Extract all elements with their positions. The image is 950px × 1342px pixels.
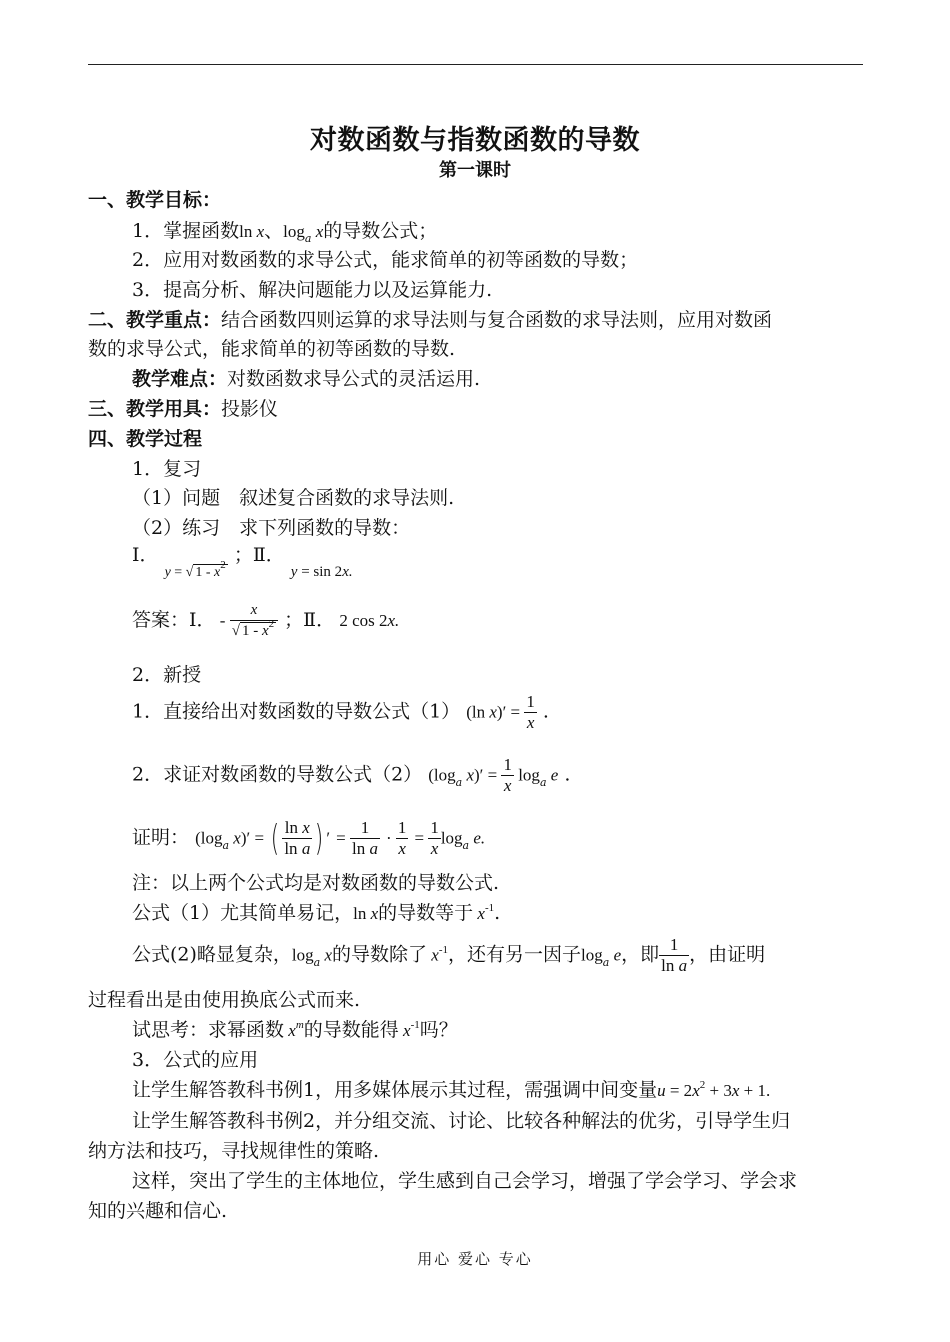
objective-3: 3．提高分析、解决问题能力以及运算能力. (132, 279, 493, 301)
formula-2-line: 2．求证对数函数的导数公式（2） ($\log_a$ x)′ = $\frac{1}{x}$ $\log_a e$ . (132, 755, 571, 795)
application-p2b: 纳方法和技巧，寻找规律性的策略. (88, 1140, 380, 1162)
think-line: 试思考：求幂函数 $x^m$的导数能得 $x^{-1}$吗？ (132, 1019, 458, 1041)
difficulty-line: 教学难点：对数函数求导公式的灵活运用. (132, 368, 481, 390)
objective-1: 1．掌握函数ln x、$\log_a x$的导数公式； (132, 220, 438, 245)
application-p1: 让学生解答教科书例1，用多媒体展示其过程，需强调中间变量$u = 2x^2 + 3x + 1$. (132, 1079, 771, 1101)
review-question-2: （2）练习 求下列函数的导数： (132, 517, 411, 539)
page-title: 对数函数与指数函数的导数 (310, 125, 640, 156)
application-p3a: 这样，突出了学生的主体地位，学生感到自己会学习，增强了学会学习、学会求 (132, 1170, 798, 1192)
comment-1-line: 公式（1）尤其简单易记，ln x的导数等于 $x^{-1}$. (132, 902, 501, 924)
section4-heading: 四、教学过程 (88, 428, 203, 450)
exercise-line: Ⅰ． y = √ $1 - x^2$ ；Ⅱ． y = sin 2x. (132, 544, 353, 580)
new-lesson-label: 2．新授 (132, 664, 202, 686)
proof-line: 证明： ($\log_a$ x)′ = ( $\frac{\text{ln x}}{\text{ln a}}$ ) ′ = $\frac{1}{\text{ln a}}$ · $\frac{1}{x}$ = $\frac{1}{x}$ $\log_a e$. (132, 818, 486, 859)
header-rule (88, 64, 863, 65)
formula-1-line: 1．直接给出对数函数的导数公式（1） (ln x)′ = $\frac{1}{x}$ . (132, 692, 549, 732)
section1-heading: 一、教学目标： (88, 189, 222, 211)
page-footer: 用心 爱心 专心 (417, 1250, 533, 1268)
page-subtitle: 第一课时 (439, 160, 511, 181)
application-p3b: 知的兴趣和信心. (88, 1200, 228, 1222)
objective-2: 2．应用对数函数的求导公式，能求简单的初等函数的导数； (132, 249, 639, 271)
review-question-1: （1）问题 叙述复合函数的求导法则. (132, 487, 455, 509)
section2-line1: 二、教学重点：结合函数四则运算的求导法则与复合函数的求导法则，应用对数函 (88, 309, 773, 331)
application-p2a: 让学生解答教科书例2，并分组交流、讨论、比较各种解法的优劣，引导学生归 (132, 1110, 791, 1132)
comment-2-cont: 过程看出是由使用换底公式而来. (88, 989, 361, 1011)
answer-line: 答案：Ⅰ． - $\frac{x}{√ 1 - x^2}$ ；Ⅱ． 2 cos 2x. (132, 602, 400, 639)
section3-line: 三、教学用具：投影仪 (88, 398, 279, 420)
note-line: 注：以上两个公式均是对数函数的导数公式. (132, 872, 500, 894)
review-label: 1．复习 (132, 458, 202, 480)
application-label: 3．公式的应用 (132, 1049, 259, 1071)
section2-line2: 数的求导公式，能求简单的初等函数的导数. (88, 338, 456, 360)
comment-2-line: 公式(2)略显复杂，$\log_a x$的导数除了 $x^{-1}$，还有另一因子$\log_a e$，即 $\frac{1}{\text{ln a}}$ ，由证明 (132, 935, 766, 975)
